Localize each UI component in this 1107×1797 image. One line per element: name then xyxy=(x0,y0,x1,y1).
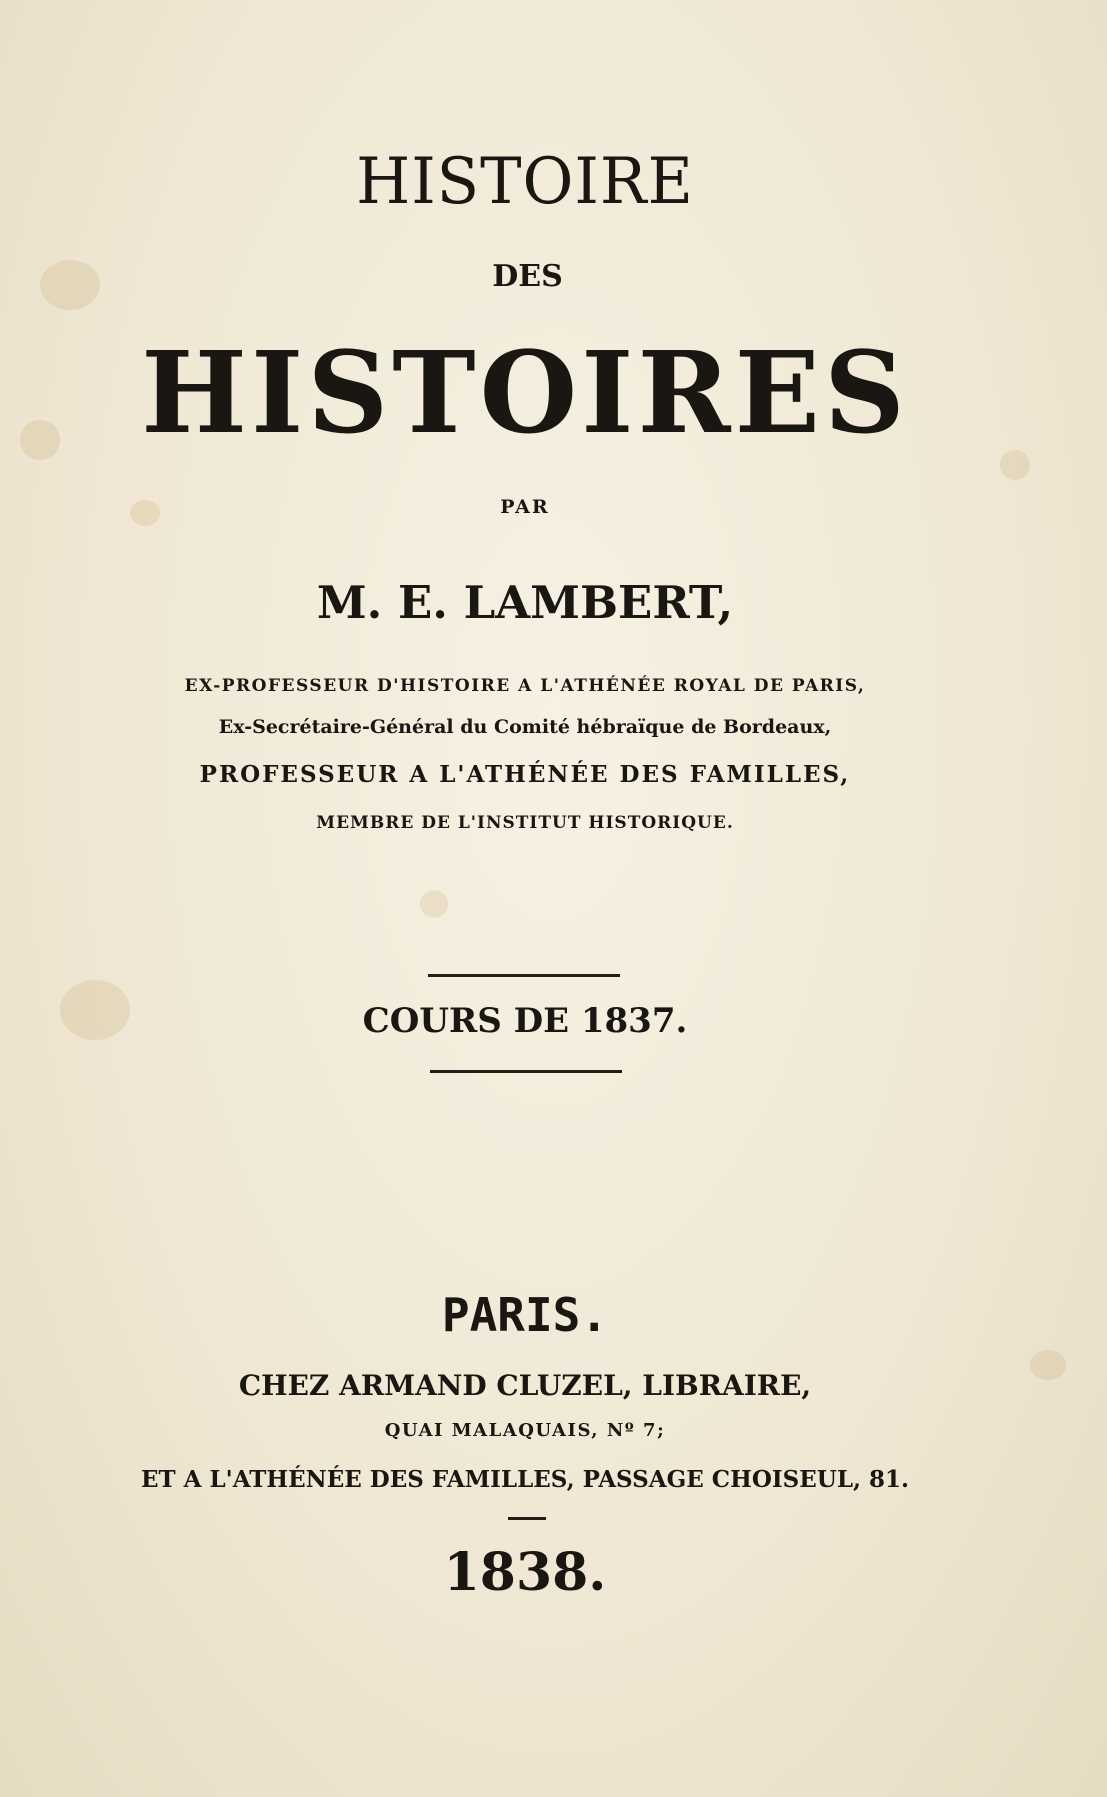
imprint-publisher: CHEZ ARMAND CLUZEL, LIBRAIRE, xyxy=(238,1369,812,1402)
foxing-stain xyxy=(420,890,448,918)
author-credential: EX-PROFESSEUR D'HISTOIRE A L'ATHÉNÉE ROYAL DE PARIS, xyxy=(184,676,866,696)
author-credential: PROFESSEUR A L'ATHÉNÉE DES FAMILLES, xyxy=(199,761,851,788)
title-line-3: HISTOIRES xyxy=(141,328,909,459)
imprint-address-2: ET A L'ATHÉNÉE DES FAMILLES, PASSAGE CHOISEUL, 81. xyxy=(140,1466,910,1493)
author-credential: Ex-Secrétaire-Général du Comité hébraïque de Bordeaux, xyxy=(218,716,832,738)
rule-divider xyxy=(428,974,620,977)
course-title: COURS DE 1837. xyxy=(362,1001,688,1041)
rule-divider xyxy=(508,1517,546,1520)
by-line: PAR xyxy=(500,496,550,518)
imprint-address: QUAI MALAQUAIS, Nº 7; xyxy=(384,1420,666,1441)
author-credential: MEMBRE DE L'INSTITUT HISTORIQUE. xyxy=(316,813,734,833)
title-line-1: HISTOIRE xyxy=(356,145,694,219)
rule-divider xyxy=(430,1070,622,1073)
author-name: M. E. LAMBERT, xyxy=(316,576,734,629)
imprint-city: PARIS. xyxy=(441,1288,609,1342)
imprint-year: 1838. xyxy=(443,1542,607,1603)
title-line-2: DES xyxy=(492,259,563,294)
foxing-stain xyxy=(1000,450,1030,480)
